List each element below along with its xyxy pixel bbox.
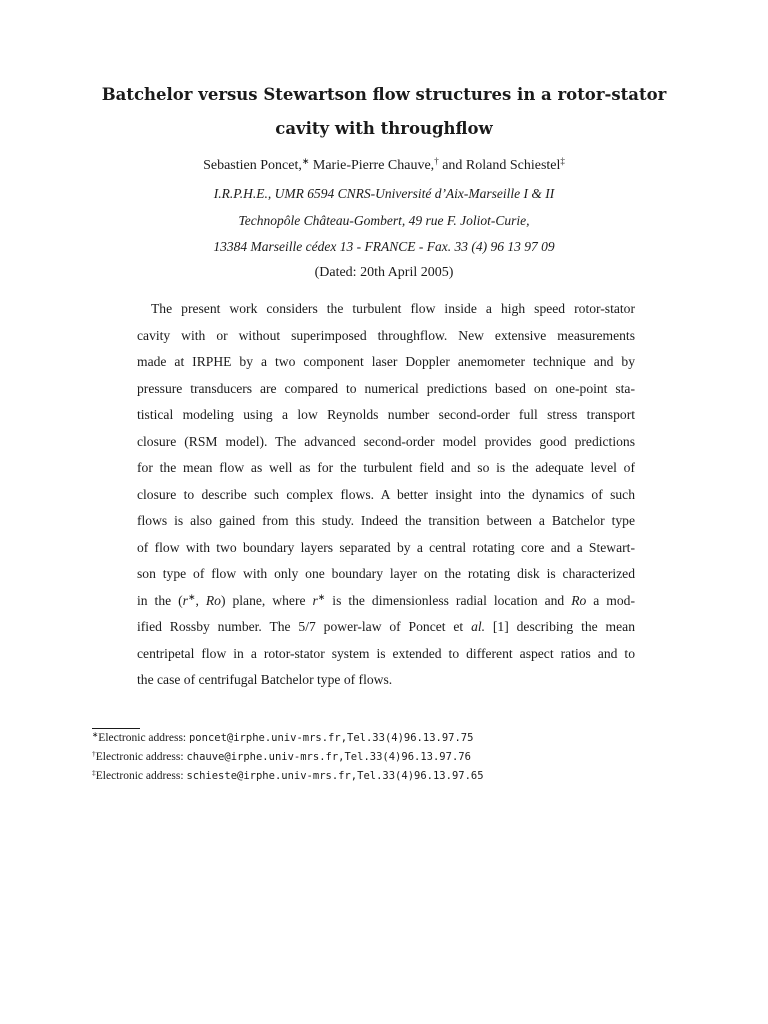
math-star: ∗ [187, 591, 196, 602]
abstract-line: tistical modeling using a low Reynolds number second-order full stress transport [137, 407, 635, 422]
title-line-1: Batchelor versus Stewartson flow structures in a rotor-stator [101, 85, 667, 104]
footnotes [92, 729, 692, 786]
footnote-mark: † [92, 749, 96, 758]
abstract-line: of flow with two boundary layers separated by a central rotating core and a Stewart- [137, 539, 635, 555]
footnote-mark: ‡ [92, 768, 96, 777]
paper-title [80, 78, 688, 146]
abstract-line [137, 614, 635, 641]
text-run: [1] describing the mean [485, 619, 635, 634]
footnote-email-link[interactable]: poncet@irphe.univ-mrs.fr,Tel.33(4)96.13.97.75 [188, 732, 474, 744]
math-ro: Ro [571, 592, 587, 608]
author-mark-1: ∗ [301, 156, 310, 166]
abstract-line: the case of centrifugal Batchelor type of flows. [137, 672, 393, 687]
footnote-email-link[interactable]: chauve@irphe.univ-mrs.fr,Tel.33(4)96.13.97.76 [186, 751, 471, 763]
affiliation-line-1: I.R.P.H.E., UMR 6594 CNRS-Université d’Aix-Marseille I & II [213, 186, 555, 201]
footnote-3 [92, 767, 692, 786]
abstract-line: son type of flow with only one boundary layer on the rotating disk is characterized [137, 566, 635, 581]
abstract-line: The present work considers the turbulent flow inside a high speed rotor-stator [151, 301, 635, 316]
footnote-label: Electronic address: [95, 770, 187, 782]
footnote-1 [92, 729, 692, 748]
text-run: , [195, 592, 206, 608]
text-run: in the ( [137, 592, 183, 608]
footnote-email-link[interactable]: schieste@irphe.univ-mrs.fr,Tel.33(4)96.13.97.65 [186, 770, 484, 782]
text-run: is the dimensionless radial location and [325, 592, 572, 608]
et-al: al. [471, 619, 486, 634]
abstract-line: flows is also gained from this study. Indeed the transition between a Batchelor type [137, 513, 635, 528]
text-run: ) plane, where [220, 592, 313, 608]
abstract-line: pressure transducers are compared to numerical predictions based on one-point sta- [137, 380, 635, 396]
author-conjunction: and [442, 158, 463, 173]
author-schiestel: Roland Schiestel [465, 158, 561, 173]
abstract-line: closure to describe such complex flows. A better insight into the dynamics of such [137, 486, 635, 502]
text-run: a mod- [586, 592, 635, 608]
author-poncet: Sebastien Poncet, [203, 158, 302, 173]
affiliation-line-2: Technopôle Château-Gombert, 49 rue F. Joliot-Curie, [238, 213, 530, 228]
footnote-label: Electronic address: [95, 751, 187, 763]
author-chauve: Marie-Pierre Chauve, [312, 158, 435, 173]
abstract-line: for the mean flow as well as for the turbulent field and so is the adequate level of [137, 460, 635, 475]
abstract-line [137, 588, 635, 615]
affiliation-line-3: 13384 Marseille cédex 13 - FRANCE - Fax. 33 (4) 96 13 97 09 [213, 239, 555, 254]
author-mark-3: ‡ [560, 156, 565, 166]
date-line: (Dated: 20th April 2005) [314, 265, 454, 280]
footnote-2 [92, 748, 692, 767]
abstract-line: made at IRPHE by a two component laser Doppler anemometer technique and by [137, 354, 635, 369]
text-run: ified Rossby number. The 5/7 power-law of Poncet et [137, 619, 472, 634]
abstract-line: cavity with or without superimposed throughflow. New extensive measurements [137, 327, 635, 343]
footnote-label: Electronic address: [98, 732, 189, 744]
math-ro: Ro [205, 592, 221, 608]
abstract-line: closure (RSM model). The advanced second-order model provides good predictions [137, 433, 635, 449]
math-star: ∗ [317, 591, 326, 602]
math-r: r [312, 592, 318, 608]
author-mark-2: † [434, 156, 439, 166]
title-line-2: cavity with throughflow [275, 119, 493, 138]
math-r: r [182, 592, 188, 608]
abstract [137, 296, 635, 694]
author-list [80, 156, 688, 176]
abstract-line: centripetal flow in a rotor-stator system is extended to different aspect ratios and to [137, 645, 635, 661]
footnote-mark: ∗ [92, 730, 99, 739]
